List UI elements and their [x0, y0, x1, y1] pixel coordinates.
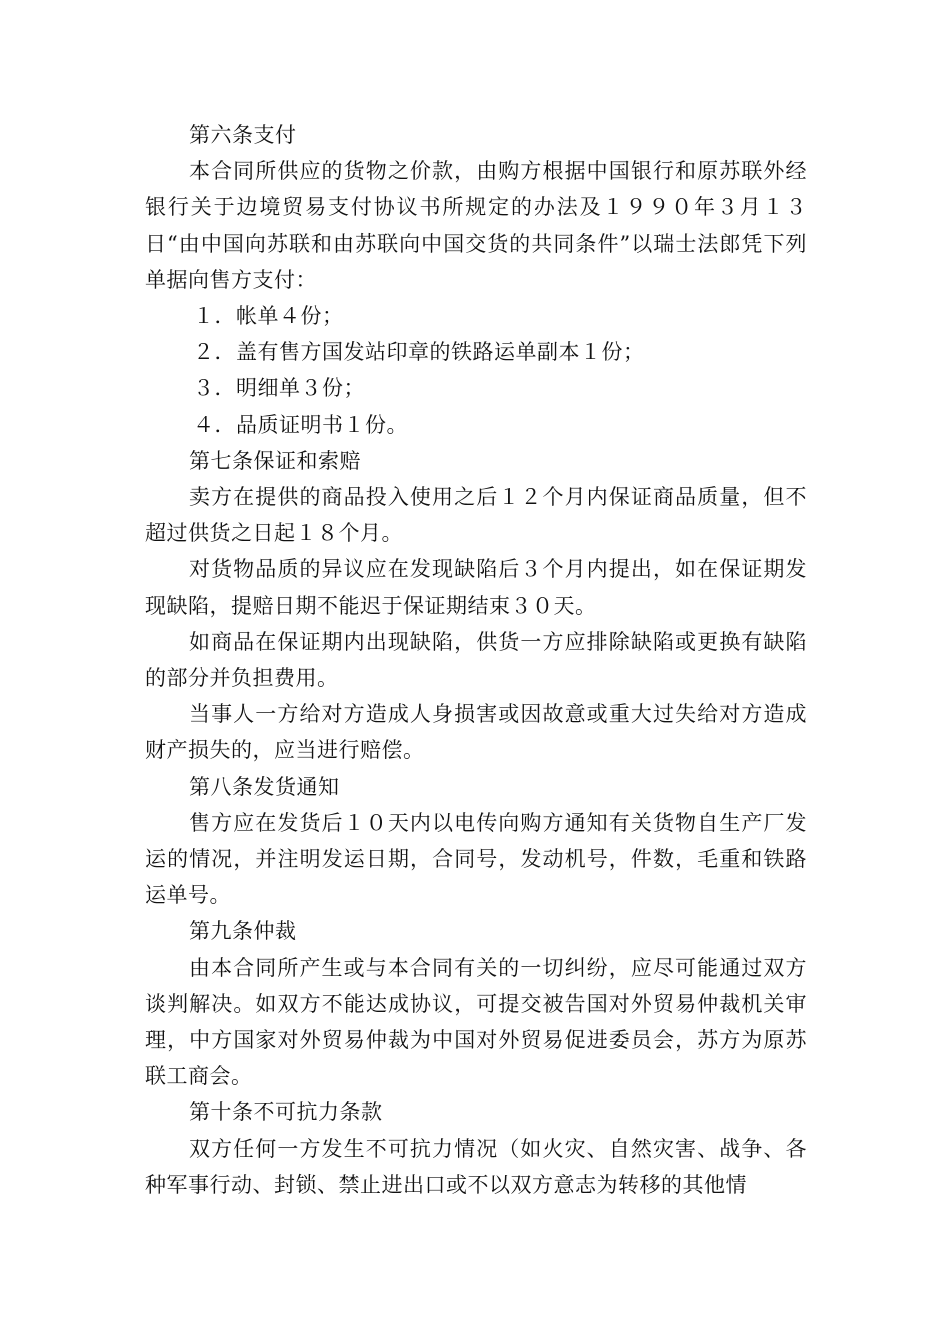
article6-heading: 第六条支付	[189, 123, 297, 147]
article7-heading: 第七条保证和索赔	[189, 448, 361, 473]
article6-item-2: ２．盖有售方国发站印章的铁路运单副本１份；	[193, 340, 645, 365]
article9-paragraph: 由本合同所产生或与本合同有关的一切纠纷，应尽可能通过双方谈判解决。如双方不能达成协议，可提交被告国对外贸易仲裁机关审理，中方国家对外贸易仲裁为中国对外贸易促进委员会，苏方为原苏联工商会。	[145, 955, 807, 1089]
article9-heading: 第九条仲裁	[189, 919, 297, 944]
article10-paragraph: 双方任何一方发生不可抗力情况（如火灾、自然灾害、战争、各种军事行动、封锁、禁止进出口或不以双方意志为转移的其他情	[145, 1136, 807, 1197]
article6-item-1: １．帐单４份；	[193, 304, 344, 329]
article8-paragraph: 售方应在发货后１０天内以电传向购方通知有关货物自生产厂发运的情况，并注明发运日期，合同号，发动机号，件数，毛重和铁路运单号。	[145, 810, 807, 908]
article7-paragraph-4: 当事人一方给对方造成人身损害或因故意或重大过失给对方造成财产损失的，应当进行赔偿。	[145, 702, 807, 763]
article7-paragraph-3: 如商品在保证期内出现缺陷，供货一方应排除缺陷或更换有缺陷的部分并负担费用。	[145, 629, 807, 691]
article6-paragraph: 本合同所供应的货物之价款，由购方根据中国银行和原苏联外经银行关于边境贸易支付协议书所规定的办法及１９９０年３月１３日“由中国向苏联和由苏联向中国交货的共同条件”以瑞士法郎凭下列单据向售方支付：	[145, 159, 807, 292]
article8-heading: 第八条发货通知	[189, 774, 340, 799]
article7-paragraph-1: 卖方在提供的商品投入使用之后１２个月内保证商品质量，但不超过供货之日起１８个月。	[145, 485, 807, 546]
document-body	[145, 117, 807, 1203]
article6-item-3: ３．明细单３份；	[193, 376, 365, 401]
article7-paragraph-2: 对货物品质的异议应在发现缺陷后３个月内提出，如在保证期发现缺陷，提赔日期不能迟于保证期结束３０天。	[145, 557, 807, 618]
article6-item-4: ４．品质证明书１份。	[193, 412, 408, 437]
article10-heading: 第十条不可抗力条款	[189, 1100, 383, 1125]
